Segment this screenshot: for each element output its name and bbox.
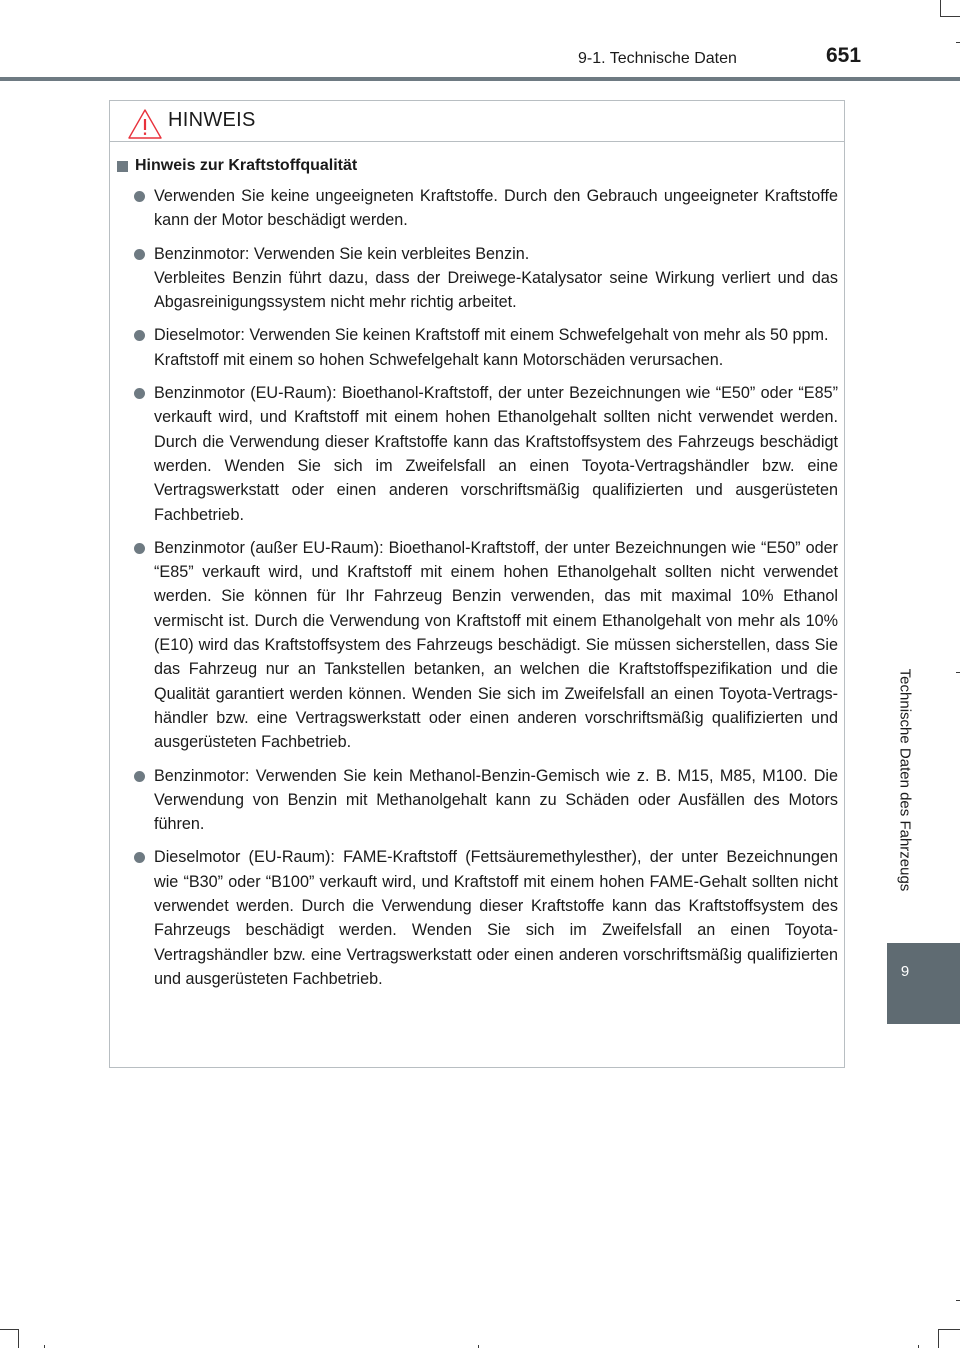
- list-item-text: Verbleites Benzin führt dazu, dass der Dreiwege-Katalysator seine Wirkung verliert und das Abgasreinigungssystem nicht mehr richtig arbeitet.: [154, 268, 838, 312]
- list-item: [134, 323, 838, 372]
- notice-list: [134, 184, 838, 1000]
- list-item-text: Kraftstoff mit einem so hohen Schwefelgehalt kann Motorschäden verursachen.: [154, 350, 724, 369]
- list-item: [134, 764, 838, 837]
- page-number: 651: [826, 44, 862, 67]
- crop-mark: [956, 1300, 960, 1301]
- chapter-side-label: [895, 640, 915, 920]
- bullet-icon: [134, 388, 145, 399]
- bullet-icon: [134, 191, 145, 202]
- section-title: 9-1. Technische Daten: [578, 50, 737, 67]
- crop-mark: [938, 1329, 939, 1348]
- list-item: [134, 536, 838, 755]
- notice-title: HINWEIS: [168, 109, 256, 131]
- crop-mark: [940, 16, 960, 17]
- crop-mark: [938, 1329, 960, 1330]
- section-heading-text: Hinweis zur Kraftstoffqualität: [135, 157, 358, 174]
- list-item: [134, 242, 838, 315]
- chapter-side-label-text: Technische Daten des Fahrzeugs: [896, 668, 914, 892]
- bullet-icon: [134, 771, 145, 782]
- list-item-text: Dieselmotor: Verwenden Sie keinen Kraftstoff mit einem Schwefelgehalt von mehr als 50 ppm.: [154, 326, 829, 345]
- chapter-number: 9: [900, 963, 910, 980]
- list-item: [134, 381, 838, 527]
- list-item-text: Dieselmotor (EU-Raum): FAME-Kraftstoff (Fettsäuremethylesther), der unter Bezeichnungen wie “B30” oder “B100” verkauft wird, und Kraftstoff mit einem hohen FAME-Gehalt sollten nicht verwendet werden. Durch die Verwendung dieser Kraftstoffe kann das Kraftstoffsystem des Fahrzeugs beschädigt werden. Wenden Sie sich im Zweifelsfall an einen Toyota-Vertragshändler bzw. eine Vertragswerkstatt oder einen anderen vorschriftsmäßig qualifizierten und ausgerüsteten Fachbetrieb.: [154, 848, 838, 988]
- crop-mark: [956, 42, 960, 43]
- header-divider: [0, 77, 960, 81]
- list-item-text: Benzinmotor (außer EU-Raum): Bioethanol-Kraftstoff, der unter Bezeichnungen wie “E50” oder “E85” verkauft wird, und Kraftstoff mit einem hohen Ethanolgehalt sollten nicht verwendet werden. Sie können für Ihr Fahrzeug Benzin verwenden, das mit maximal 10% Ethanol vermischt ist. Durch die Verwendung von Kraftstoff mit einem Ethanolgehalt von mehr als 10% (E10) wird das Kraftstoffsystem des Fahrzeugs beschädigt. Sie müssen sicherstellen, dass Sie das Fahrzeug nur an Tankstellen betanken, an welchen die Kraftstoffspezifikation und die Qualität garantiert werden können. Wenden Sie sich im Zweifelsfall an einen Toyota-Vertragshändler bzw. eine Vertragswerkstatt oder einen anderen vorschriftsmäßig qualifizierten und ausgerüsteten Fachbetrieb.: [154, 538, 838, 752]
- chapter-tab: [887, 943, 960, 1024]
- bullet-icon: [134, 249, 145, 260]
- bullet-icon: [134, 330, 145, 341]
- bullet-icon: [134, 543, 145, 554]
- notice-header: [110, 101, 844, 142]
- list-item: [134, 845, 838, 991]
- list-item: [134, 184, 838, 233]
- list-item-text: Benzinmotor: Verwenden Sie kein Methanol-Benzin-Gemisch wie z. B. M15, M85, M100. Die Verwendung von Benzin mit Methanolgehalt kann zu Schäden oder Ausfällen des Motors führen.: [154, 766, 838, 834]
- crop-mark: [18, 1329, 19, 1348]
- crop-mark: [940, 0, 941, 16]
- warning-triangle-icon: [127, 108, 163, 140]
- square-bullet-icon: [117, 161, 128, 172]
- list-item-text: Verwenden Sie keine ungeeigneten Kraftstoffe. Durch den Gebrauch ungeeigneter Kraftstoffe kann der Motor beschädigt werden.: [154, 187, 838, 230]
- bullet-icon: [134, 852, 145, 863]
- list-item-text: Benzinmotor (EU-Raum): Bioethanol-Kraftstoff, der unter Bezeichnungen wie “E50” oder “E85” verkauft wird, und Kraftstoff mit einem hohen Ethanolgehalt sollten nicht verwendet werden. Durch die Verwendung dieser Kraftstoffe kann das Kraftstoffsystem des Fahrzeugs beschädigt werden. Wenden Sie sich im Zweifelsfall an einen Toyota-Vertragshändler bzw. eine Vertragswerkstatt oder einen anderen vorschriftsmäßig qualifizierten und ausgerüsteten Fachbetrieb.: [154, 384, 838, 524]
- crop-mark: [0, 1329, 18, 1330]
- list-item-text: Benzinmotor: Verwenden Sie kein verbleites Benzin.: [154, 244, 530, 263]
- crop-mark: [956, 672, 960, 673]
- section-heading: [117, 157, 357, 175]
- notice-box: [109, 100, 845, 1068]
